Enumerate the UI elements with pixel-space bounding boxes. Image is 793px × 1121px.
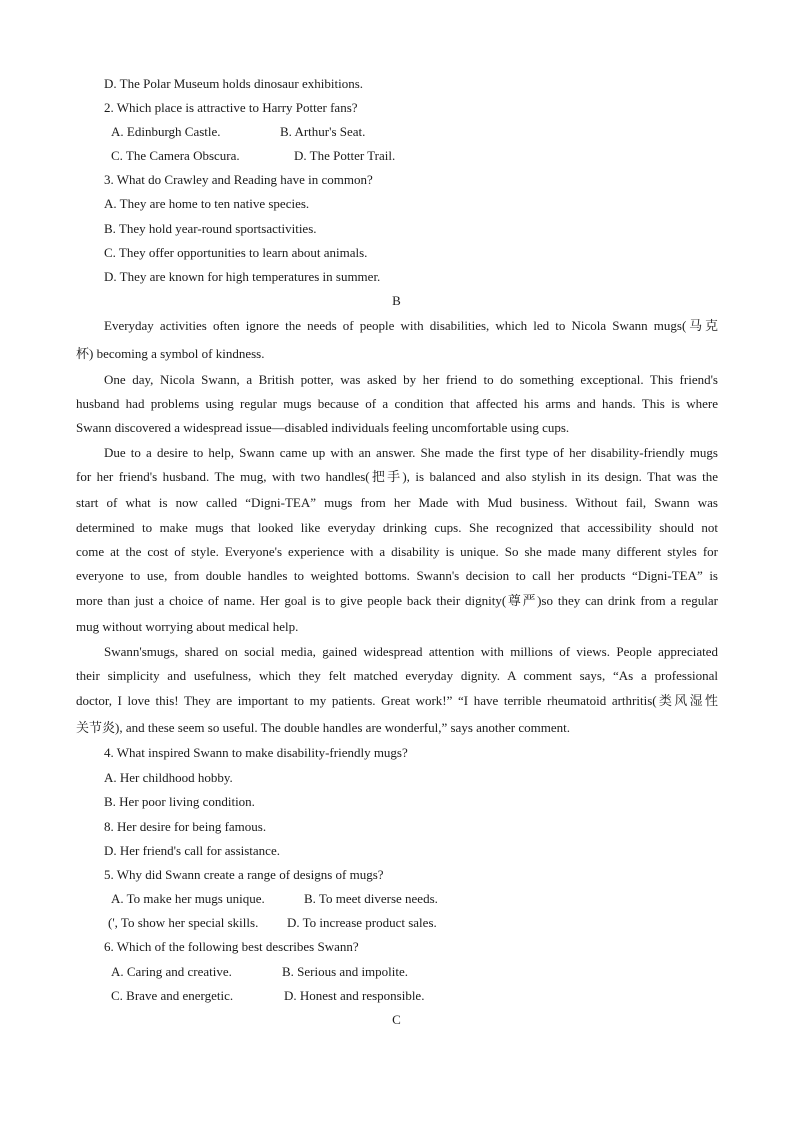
passage-line: Swann'smugs, shared on social media, gained widespread attention with millions of views. People appreciated [104,644,718,659]
section-b-label: B [392,293,401,308]
q2-option-c: C. The Camera Obscura. [111,148,240,163]
passage-line: Swann discovered a widespread issue—disabled individuals feeling uncomfortable using cups. [76,420,570,435]
passage-line: everyone to use, from double handles to weighted bottoms. Swann's decision to call her products “Digni-TEA” is [76,568,718,583]
passage-line: mug without worrying about medical help. [76,619,299,634]
q2-option-b: B. Arthur's Seat. [280,124,366,139]
q4-option-a: A. Her childhood hobby. [104,770,233,785]
q6-question: 6. Which of the following best describes Swann? [104,939,359,954]
q5-option-c: (', To show her special skills. [108,915,259,930]
q4-option-d: D. Her friend's call for assistance. [104,843,280,858]
q6-option-d: D. Honest and responsible. [284,988,425,1003]
q5-option-d: D. To increase product sales. [287,915,437,930]
q3-option-c: C. They offer opportunities to learn about animals. [104,245,368,260]
passage-line: Everyday activities often ignore the needs of people with disabilities, which led to Nicola Swann mugs(马克 [104,318,718,333]
q4-question: 4. What inspired Swann to make disability-friendly mugs? [104,745,408,760]
passage-line: One day, Nicola Swann, a British potter, was asked by her friend to do something exceptional. This friend's [104,372,718,387]
q3-question: 3. What do Crawley and Reading have in common? [104,172,373,187]
q2-question: 2. Which place is attractive to Harry Potter fans? [104,100,358,115]
q3-option-d: D. They are known for high temperatures in summer. [104,269,381,284]
q4-option-b: B. Her poor living condition. [104,794,255,809]
passage-line: 杯) becoming a symbol of kindness. [76,346,265,361]
passage-line: Due to a desire to help, Swann came up with an answer. She made the first type of her disability-friendly mugs [104,445,718,460]
passage-line: more than just a choice of name. Her goal is to give people back their dignity(尊严)so they can drink from a regular [76,593,718,608]
q5-option-b: B. To meet diverse needs. [304,891,438,906]
q2-option-a: A. Edinburgh Castle. [111,124,221,139]
passage-line: 关节炎), and these seem so useful. The double handles are wonderful,” says another comment. [76,720,570,735]
q6-option-a: A. Caring and creative. [111,964,232,979]
q6-option-b: B. Serious and impolite. [282,964,409,979]
q6-option-c: C. Brave and energetic. [111,988,234,1003]
q5-question: 5. Why did Swann create a range of designs of mugs? [104,867,384,882]
section-c-label: C [392,1012,401,1027]
passage-line: their simplicity and usefulness, which they felt matched everyday dignity. A comment says, “As a professional [76,668,718,683]
passage-line: doctor, I love this! They are important to my patients. Great work!” “I have terrible rheumatoid arthritis(类风湿性 [76,693,718,708]
q5-option-a: A. To make her mugs unique. [111,891,265,906]
q3-option-a: A. They are home to ten native species. [104,196,310,211]
passage-line: for her friend's husband. The mug, with two handles(把手), is balanced and also stylish in its design. That was the [76,469,718,484]
q3-option-b: B. They hold year-round sportsactivities. [104,221,317,236]
passage-line: husband had problems using regular mugs because of a condition that affected his arms and hands. This is where [76,396,718,411]
passage-line: determined to make mugs that looked like everyday drinking cups. She recognized that accessibility should not [76,520,718,535]
q2-option-d: D. The Potter Trail. [294,148,396,163]
q1-option-d: D. The Polar Museum holds dinosaur exhibitions. [104,76,364,91]
q4-option-c: 8. Her desire for being famous. [104,819,267,834]
passage-line: come at the cost of style. Everyone's experience with a disability is unique. So she made many different styles for [76,544,718,559]
passage-line: start of what is now called “Digni-TEA” mugs from her Made with Mud business. Without fail, Swann was [76,495,718,510]
